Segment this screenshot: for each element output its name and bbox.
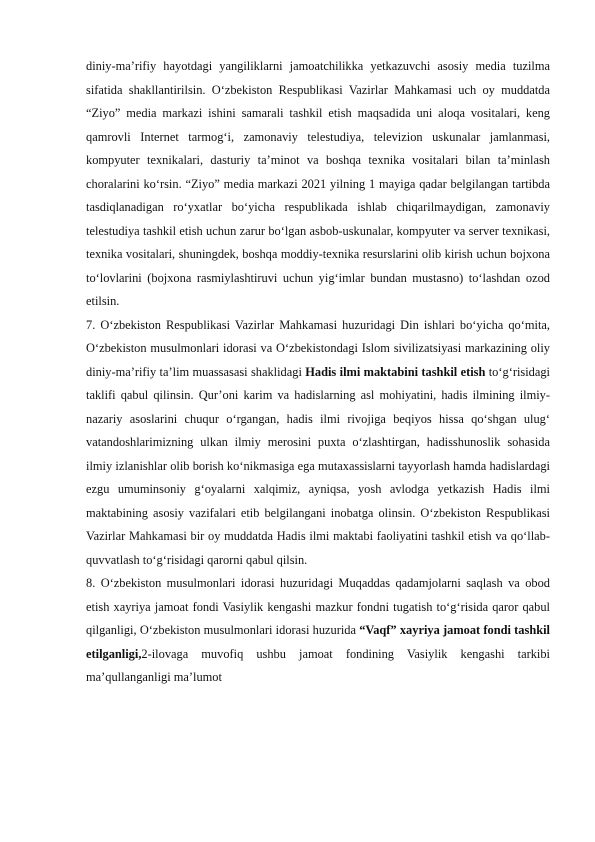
paragraph-text: diniy-ma’rifiy hayotdagi yangiliklarni jamoatchilikka yetkazuvchi asosiy media tuzilma sifatida shakllantirilsin. O‘zbekiston Respublikasi Vazirlar Mahkamasi uch oy muddatda “Ziyo” media markazi ishini samarali tashkil etish maqsadida uni aloqa vositalari, keng qamrovli Internet tarmog‘i, zamonaviy telestudiya, televizion uskunalar jamlanmasi, kompyuter texnikalari, dasturiy ta’minot va boshqa texnika vositalari bilan ta’minlash choralarini ko‘rsin. “Ziyo” media markazi 2021 yilning 1 mayiga qadar belgilangan tartibda tasdiqlanadigan ro‘yxatlar bo‘yicha respublikada ishlab chiqarilmaydigan, zamonaviy telestudiya tashkil etish uchun zarur bo‘lgan asbob-uskunalar, kompyuter va server texnikasi, texnika vositalari, shuningdek, boshqa moddiy-texnika resurslarini olib kirish uchun bojxona to‘lovlarini (bojxona rasmiylashtiruvi uchun yig‘imlar bundan mustasno) to‘lashdan ozod etilsin. (86, 59, 550, 308)
bold-phrase-vaqf-fund: “Vaqf” xayriya jamoat fondi tashkil etilganligi, (86, 623, 550, 661)
paragraph-media-center (86, 55, 550, 314)
bold-phrase-hadis-school: Hadis ilmi maktabini tashkil etish (305, 364, 486, 379)
paragraph-item-8-vaqf-fund (86, 572, 550, 690)
paragraph-text: 7. O‘zbekiston Respublikasi Vazirlar Mahkamasi huzuridagi Din ishlari bo‘yicha qo‘mita, O‘zbekiston musulmonlari idorasi va O‘zbekistondagi Islom sivilizatsiyasi markazining oliy diniy-ma’rifiy ta’lim muassasasi shaklidagi (86, 317, 550, 379)
paragraph-text: 2-ilovaga muvofiq ushbu jamoat fondining Vasiylik kengashi tarkibi ma’qullanganligi ma’lumot (86, 646, 550, 684)
paragraph-text: to‘g‘risidagi taklifi qabul qilinsin. Qur’oni karim va hadislarning asl mohiyatini, hadis ilmining ilmiy-nazariy asoslarini chuqur o‘rgangan, hadis ilmi rivojiga beqiyos hissa qo‘shgan ulug‘ vatandoshlarimizning ulkan ilmiy merosini puxta o‘zlashtirgan, hadisshunoslik sohasida ilmiy izlanishlar olib borish ko‘nikmasiga ega mutaxassislarni tayyorlash hamda hadislardagi ezgu umuminsoniy g‘oyalarni xalqimiz, ayniqsa, yosh avlodga yetkazish Hadis ilmi maktabining asosiy vazifalari etib belgilangani inobatga olinsin. O‘zbekiston Respublikasi Vazirlar Mahkamasi bir oy muddatda Hadis ilmi maktabi faoliyatini tashkil etish va qo‘llab-quvvatlash to‘g‘risidagi qarorni qabul qilsin. (86, 364, 550, 567)
paragraph-item-7-hadis-school (86, 314, 550, 573)
paragraph-text: 8. O‘zbekiston musulmonlari idorasi huzuridagi Muqaddas qadamjolarni saqlash va obod etish xayriya jamoat fondi Vasiylik kengashi mazkur fondni tugatish to‘g‘risida qaror qabul qilganligi, O‘zbekiston musulmonlari idorasi huzurida (86, 576, 550, 637)
document-body (86, 55, 550, 690)
